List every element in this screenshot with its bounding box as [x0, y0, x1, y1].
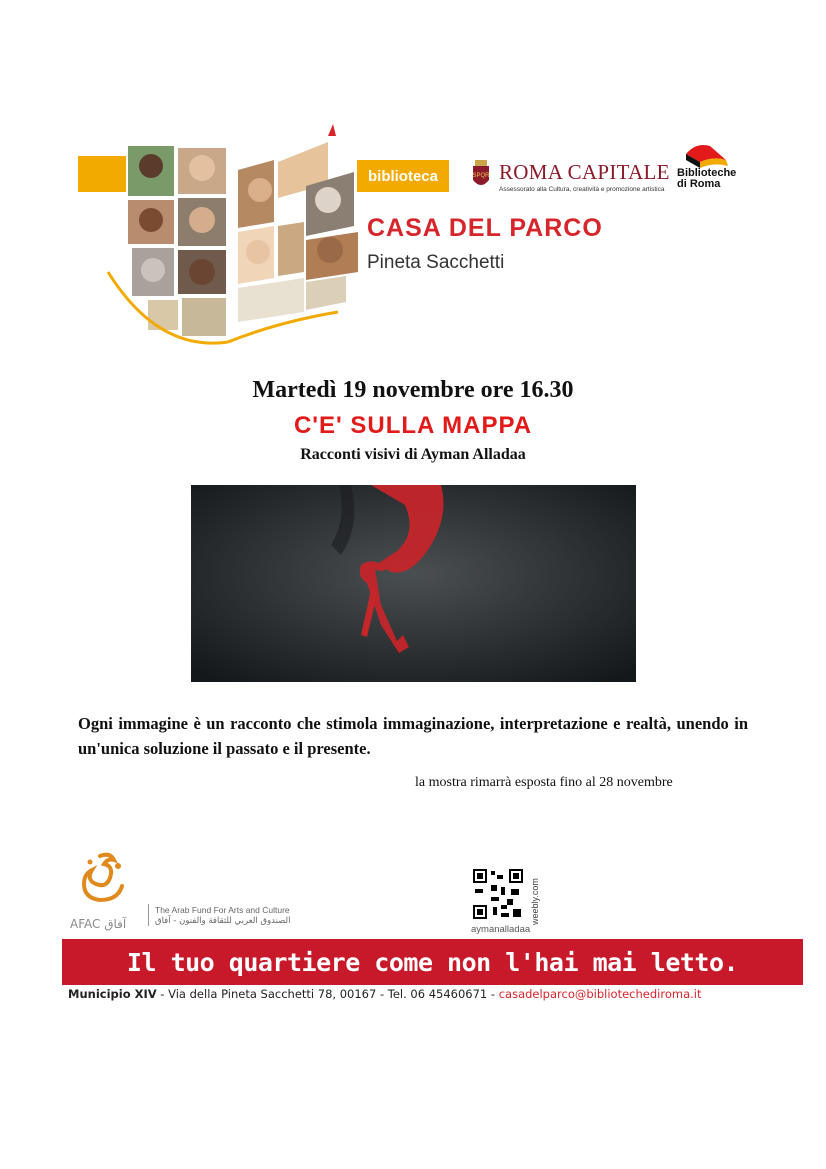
- library-location: Pineta Sacchetti: [367, 252, 505, 273]
- right-page-photos: [238, 124, 358, 322]
- website-name[interactable]: aymanalladaa: [471, 924, 531, 935]
- svg-text:SPQR: SPQR: [472, 173, 490, 179]
- qr-code-icon[interactable]: [473, 869, 523, 919]
- event-date-time: Martedì 19 novembre ore 16.30: [252, 377, 574, 403]
- biblioteca-tag: biblioteca: [357, 160, 449, 192]
- footer-contact: [68, 987, 701, 1001]
- afac-divider: [148, 904, 149, 926]
- roma-capitale-title: ROMA CAPITALE: [499, 160, 670, 184]
- afac-english-name: The Arab Fund For Arts and Culture: [155, 905, 290, 915]
- biblioteche-di-roma-logo: [677, 168, 749, 190]
- slogan-text: Il tuo quartiere come non l'hai mai letto.: [126, 947, 739, 977]
- roma-capitale-subtitle: Assessorato alla Cultura, creatività e promozione artistica: [499, 186, 665, 193]
- left-page-photos: [128, 146, 226, 336]
- afac-logo-text: AFAC آفاق: [70, 917, 127, 931]
- footer-municipio: Municipio XIV: [68, 987, 157, 1001]
- artwork-image: [191, 485, 636, 682]
- biblioteche-logo-text: Biblioteche di Roma: [677, 167, 737, 190]
- footer-email-link[interactable]: casadelparco@bibliotechediroma.it: [498, 987, 702, 1001]
- library-name: CASA DEL PARCO: [367, 214, 603, 242]
- slogan-banner: [62, 939, 803, 985]
- event-description: Ogni immagine è un racconto che stimola immaginazione, interpretazione e realtà, unendo in un'unica soluzione il passato e il presente.: [78, 714, 748, 758]
- afac-calligraphy-icon: [70, 850, 134, 908]
- exhibition-note: la mostra rimarrà esposta fino al 28 novembre: [415, 775, 673, 790]
- afac-arabic-name: الصندوق العربي للثقافة والفنون - آفاق: [155, 916, 291, 926]
- footer-address: - Via della Pineta Sacchetti 78, 00167 - Tel. 06 45460671 -: [156, 987, 499, 1001]
- roma-crest-icon: [471, 158, 491, 190]
- afac-logo: [70, 850, 134, 930]
- website-domain-vertical: weebly.com: [530, 878, 540, 925]
- event-title: C'E' SULLA MAPPA: [293, 412, 533, 439]
- event-subtitle: Racconti visivi di Ayman Alladaa: [300, 446, 526, 463]
